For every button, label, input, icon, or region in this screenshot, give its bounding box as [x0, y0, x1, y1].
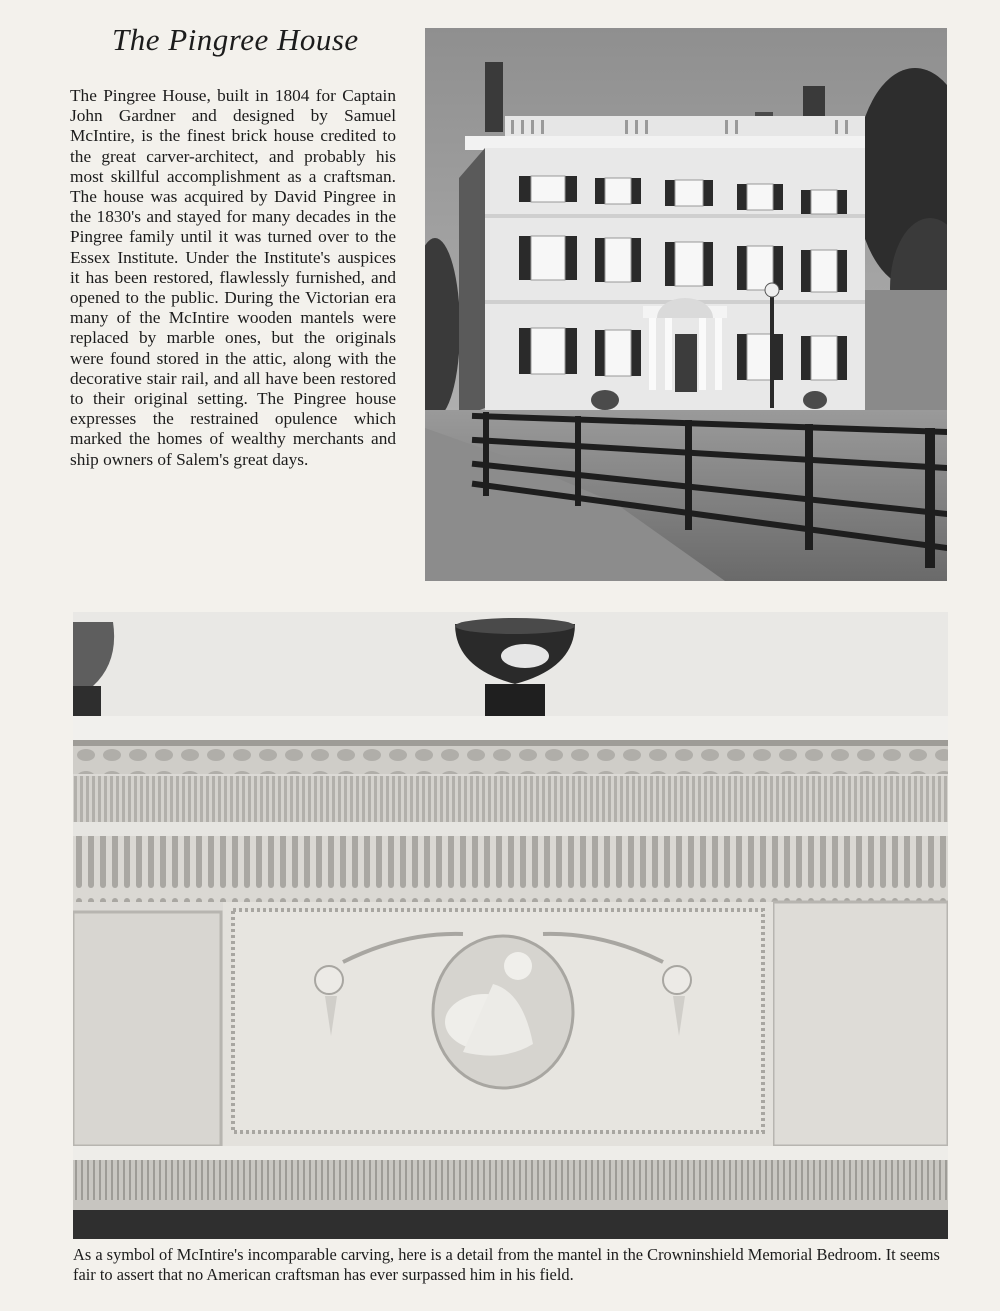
photo-caption: As a symbol of McIntire's incomparable carving, here is a detail from the mantel in the Crowninshield Memorial Bedroom. It seems fair to assert that no American craftsman has ever surpassed him in his field.: [73, 1245, 940, 1284]
house-photo: [425, 28, 947, 581]
article-body: The Pingree House, built in 1804 for Captain John Gardner and designed by Samuel McIntire, is the finest brick house credited to the great carver-architect, and probably his most skillful accomplishment as a craftsman. The house was acquired by David Pingree in the 1830's and stayed for many decades in the Pingree family until it was turned over to the Essex Institute. Under the Institute's auspices it has been restored, flawlessly furnished, and opened to the public. During the Victorian era many of the McIntire wooden mantels were replaced by marble ones, but the originals were found stored in the attic, along with the decorative stair rail, and all have been restored to their original setting. The Pingree house expresses the restrained opulence which marked the homes of wealthy merchants and ship owners of Salem's great days.: [70, 86, 396, 469]
article-title: The Pingree House: [112, 22, 359, 57]
mantel-detail-photo: [73, 612, 948, 1239]
